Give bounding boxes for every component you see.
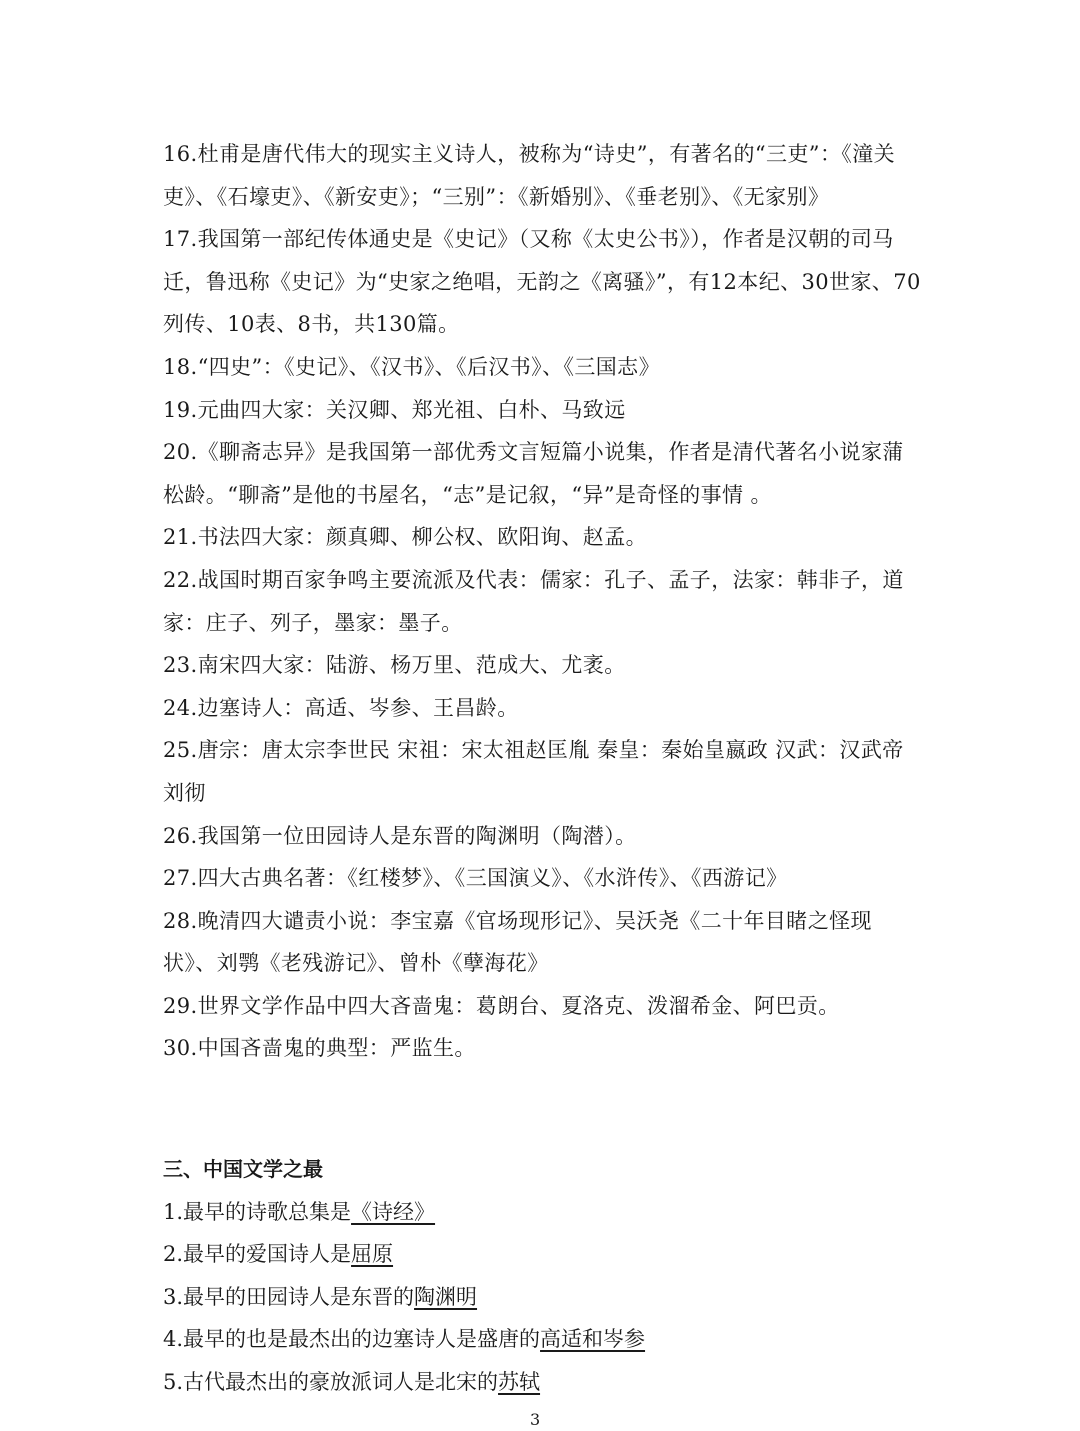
list-item bbox=[163, 1318, 925, 1361]
list-item: 25.唐宗：唐太宗李世民 宋祖：宋太祖赵匡胤 秦皇：秦始皇嬴政 汉武：汉武帝刘彻 bbox=[163, 738, 904, 805]
list-item: 21.书法四大家：颜真卿、柳公权、欧阳询、赵孟。 bbox=[163, 525, 647, 550]
literature-list bbox=[163, 133, 925, 1070]
list-item: 23.南宋四大家：陆游、杨万里、范成大、尤袤。 bbox=[163, 653, 626, 678]
page-number: 3 bbox=[530, 1410, 541, 1429]
list-item bbox=[163, 1233, 925, 1276]
list-item: 18.“四史”：《史记》、《汉书》、《后汉书》、《三国志》 bbox=[163, 354, 660, 379]
list-item: 30.中国吝啬鬼的典型：严监生。 bbox=[163, 1036, 476, 1061]
section-literature-firsts bbox=[163, 1148, 925, 1404]
list-item: 20.《聊斋志异》是我国第一部优秀文言短篇小说集，作者是清代著名小说家蒲松龄。“聊斋”是他的书屋名，“志”是记叙，“异”是奇怪的事情 。 bbox=[163, 440, 904, 507]
list-item: 17.我国第一部纪传体通史是《史记》（又称《太史公书》），作者是汉朝的司马迁，鲁迅称《史记》为“史家之绝唱，无韵之《离骚》”，有12本纪、30世家、70列传、10表、8书，共130篇。 bbox=[163, 227, 921, 337]
item-prefix: 1.最早的诗歌总集是 bbox=[163, 1199, 352, 1224]
list-item: 28.晚清四大谴责小说：李宝嘉《官场现形记》、吴沃尧《二十年目睹之怪现状》、刘鹗《老残游记》、曾朴《孽海花》 bbox=[163, 908, 872, 976]
item-prefix: 5.古代最杰出的豪放派词人是北宋的 bbox=[163, 1369, 499, 1394]
list-item: 24.边塞诗人：高适、岑参、王昌龄。 bbox=[163, 695, 519, 720]
item-answer: 《诗经》 bbox=[351, 1199, 436, 1224]
list-item bbox=[163, 1276, 925, 1319]
list-item: 27.四大古典名著：《红楼梦》、《三国演义》、《水浒传》、《西游记》 bbox=[163, 866, 788, 891]
item-prefix: 2.最早的爱国诗人是 bbox=[163, 1242, 352, 1267]
item-answer: 陶渊明 bbox=[414, 1284, 478, 1309]
list-item: 19.元曲四大家：关汉卿、郑光祖、白朴、马致远 bbox=[163, 397, 626, 422]
list-item: 26.我国第一位田园诗人是东晋的陶渊明（陶潜）。 bbox=[163, 823, 637, 848]
list-item: 16.杜甫是唐代伟大的现实主义诗人，被称为“诗史”，有著名的“三吏”：《潼关吏》、《石壕吏》、《新安吏》；“三别”：《新婚别》、《垂老别》、《无家别》 bbox=[163, 142, 896, 209]
item-answer: 屈原 bbox=[351, 1242, 394, 1267]
list-item bbox=[163, 1361, 925, 1404]
list-item bbox=[163, 1191, 925, 1234]
list-item: 22.战国时期百家争鸣主要流派及代表：儒家：孔子、孟子，法家：韩非子，道家：庄子、列子，墨家：墨子。 bbox=[163, 567, 904, 635]
section-title: 三、中国文学之最 bbox=[163, 1157, 323, 1181]
item-answer: 高适和岑参 bbox=[540, 1327, 646, 1352]
item-answer: 苏轼 bbox=[498, 1369, 541, 1394]
item-prefix: 4.最早的也是最杰出的边塞诗人是盛唐的 bbox=[163, 1327, 541, 1352]
list-item: 29.世界文学作品中四大吝啬鬼：葛朗台、夏洛克、泼溜希金、阿巴贡。 bbox=[163, 993, 840, 1018]
item-prefix: 3.最早的田园诗人是东晋的 bbox=[163, 1284, 415, 1309]
